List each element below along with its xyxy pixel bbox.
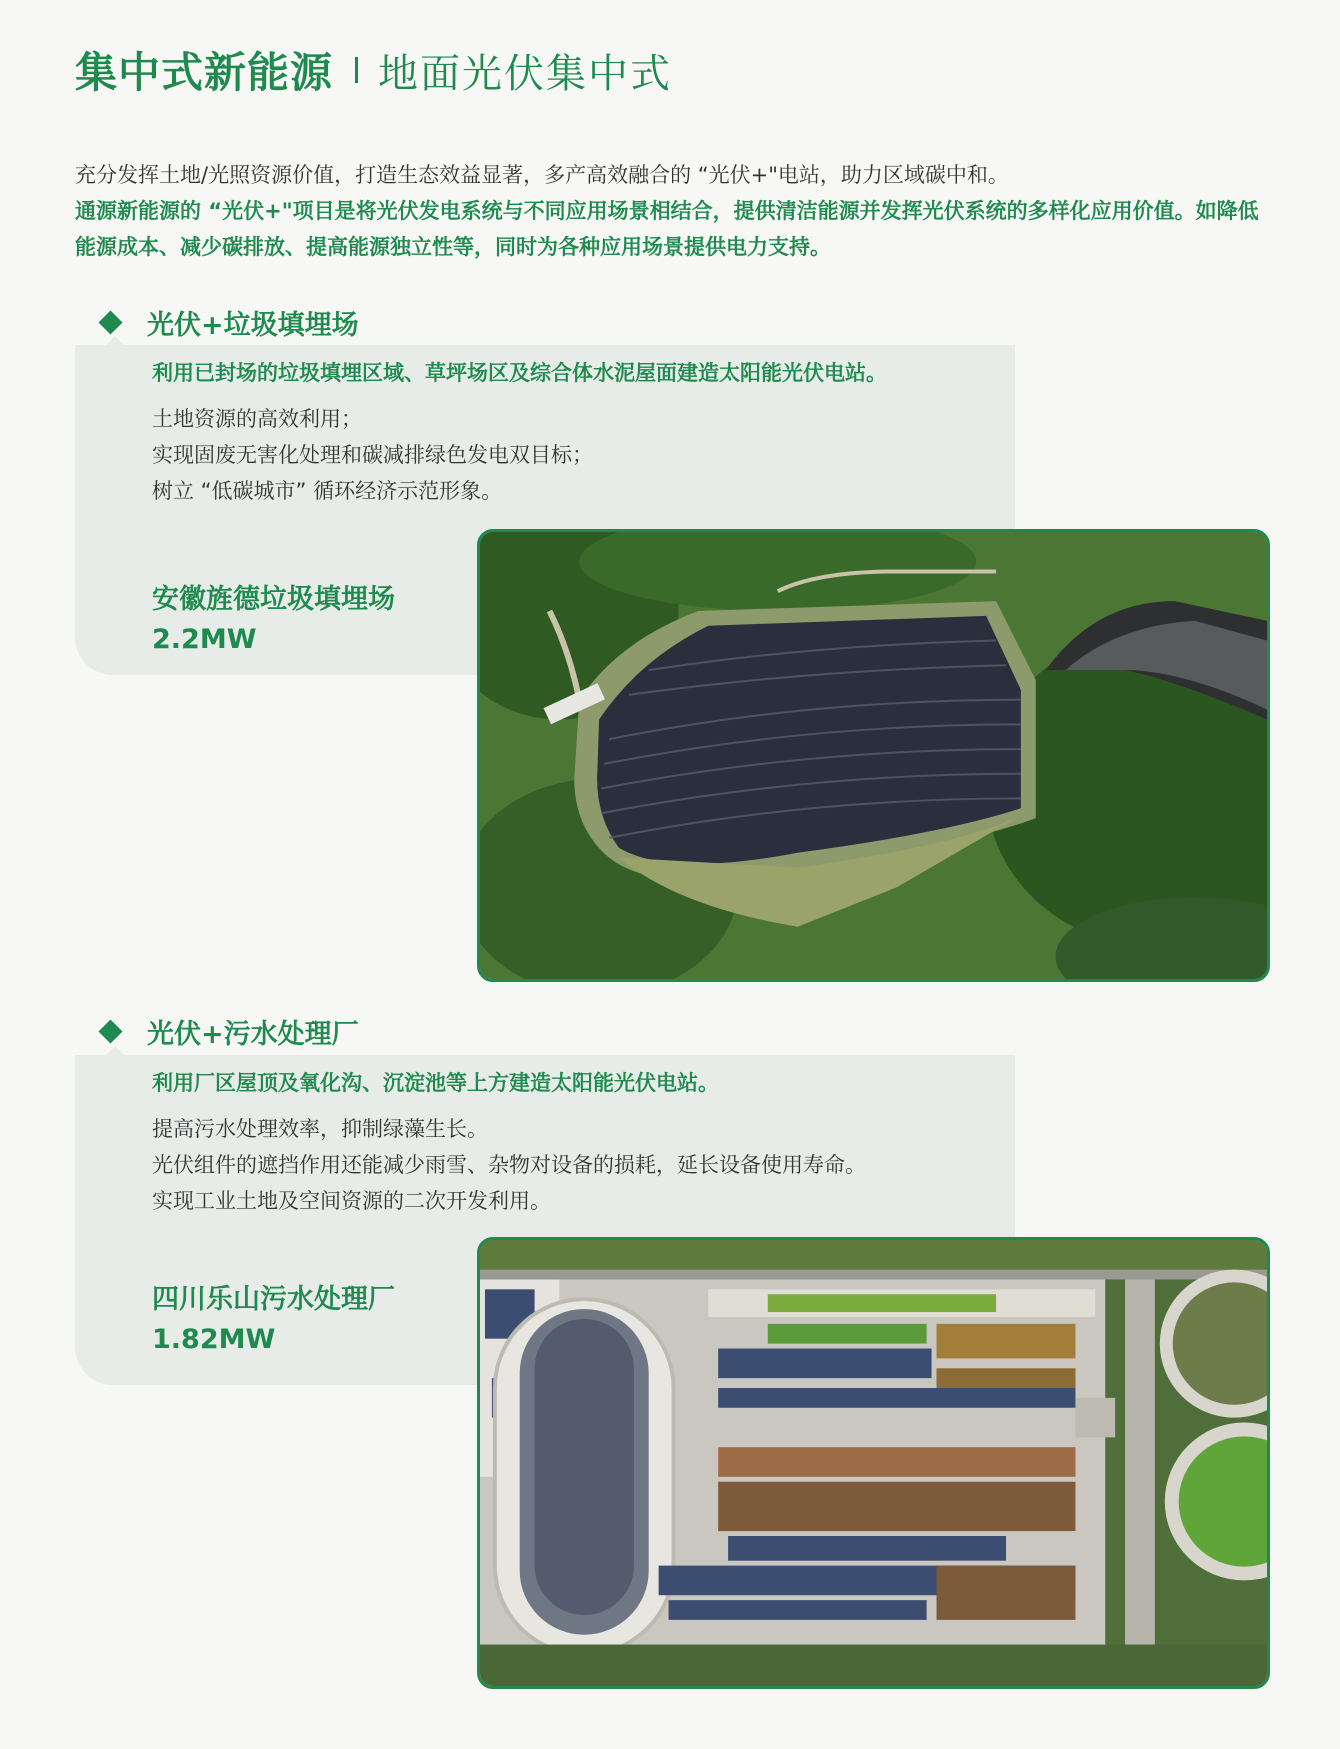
site-name: 安徽旌德垃圾填埋场 <box>152 584 395 615</box>
aerial-wastewater-plant-solar-photo <box>477 1237 1270 1689</box>
aerial-landfill-solar-photo <box>477 529 1270 982</box>
bullet-item: 树立 “低碳城市” 循环经济示范形象。 <box>152 479 503 503</box>
section-bullets <box>152 401 593 509</box>
diamond-bullet-icon <box>98 1019 122 1043</box>
section-lead: 利用厂区屋顶及氧化沟、沉淀池等上方建造太阳能光伏电站。 <box>152 1071 719 1095</box>
section-title: 光伏+垃圾填埋场 <box>147 310 359 341</box>
panel-notch <box>105 336 125 346</box>
bullet-item: 土地资源的高效利用； <box>152 407 362 431</box>
site-capacity: 2.2MW <box>152 624 257 655</box>
intro-line-2: 通源新能源的 “光伏+"项目是将光伏发电系统与不同应用场景相结合，提供清洁能源并发挥光伏系统的多样化应用价值。如降低能源成本、减少碳排放、提高能源独立性等，同时为各种应用场景提供电力支持。 <box>75 199 1259 259</box>
page-header <box>75 40 672 100</box>
intro-line-1: 充分发挥土地/光照资源价值，打造生态效益显著，多产高效融合的 “光伏+"电站，助力区域碳中和。 <box>75 163 1009 187</box>
panel-notch <box>105 1046 125 1056</box>
section-lead: 利用已封场的垃圾填埋区域、草坪场区及综合体水泥屋面建造太阳能光伏电站。 <box>152 361 887 385</box>
section-wastewater-header <box>102 1012 359 1051</box>
bullet-item: 实现工业土地及空间资源的二次开发利用。 <box>152 1189 551 1213</box>
bullet-item: 光伏组件的遮挡作用还能减少雨雪、杂物对设备的损耗，延长设备使用寿命。 <box>152 1153 866 1177</box>
section-landfill-header <box>102 303 359 342</box>
site-capacity: 1.82MW <box>152 1324 276 1355</box>
site-label <box>152 580 395 660</box>
title-separator <box>355 57 358 83</box>
bullet-item: 实现固废无害化处理和碳减排绿色发电双目标； <box>152 443 593 467</box>
page-title: 集中式新能源 <box>75 48 334 97</box>
intro-text <box>75 157 1275 265</box>
diamond-bullet-icon <box>98 310 122 334</box>
section-bullets <box>152 1111 866 1219</box>
site-label <box>152 1280 395 1360</box>
bullet-item: 提高污水处理效率，抑制绿藻生长。 <box>152 1117 488 1141</box>
section-title: 光伏+污水处理厂 <box>147 1019 359 1050</box>
site-name: 四川乐山污水处理厂 <box>152 1284 395 1315</box>
page-subtitle: 地面光伏集中式 <box>378 50 673 97</box>
